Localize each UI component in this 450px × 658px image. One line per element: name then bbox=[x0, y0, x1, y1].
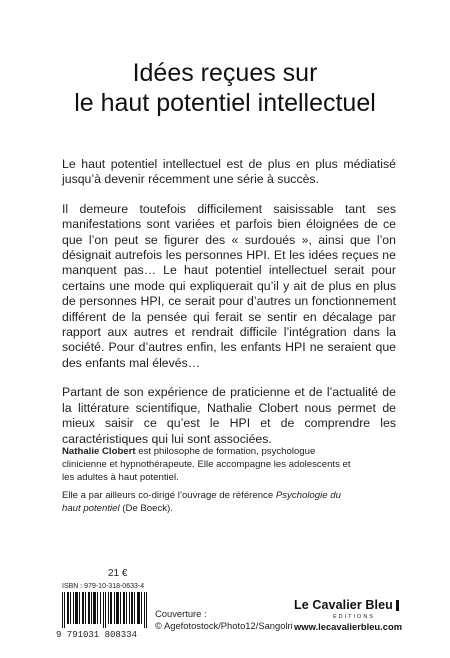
barcode bbox=[62, 592, 148, 628]
bio-paragraph-1 bbox=[62, 446, 362, 484]
blurb-paragraph-3: Partant de son expérience de praticienne et de l’actualité de la littérature scientifique, Nathalie Clobert nous permet de mieux saisir ce qu’est le HPI et de comprendre les caractéristiques qui lui sont associées. bbox=[62, 385, 396, 446]
author-name: Nathalie Clobert bbox=[62, 446, 136, 457]
publisher-editions: ÉDITIONS bbox=[333, 614, 375, 620]
publisher-url: www.lecavalierbleu.com bbox=[294, 621, 403, 632]
bio-paragraph-2 bbox=[62, 490, 362, 516]
publisher bbox=[294, 598, 414, 632]
bio-text-1: est philosophe de formation, psychologue clinicienne et hypnothérapeute. Elle accompagne les adolescents et les adultes à haut potentiel. bbox=[62, 446, 351, 483]
bio-text-2-pre: Elle a par ailleurs co-dirigé l’ouvrage de référence bbox=[62, 490, 276, 502]
title-line-2: le haut potentiel intellectuel bbox=[74, 89, 376, 117]
publisher-logo bbox=[294, 598, 414, 612]
reference-book-title: Psychologie du haut potentiel bbox=[62, 490, 341, 515]
publisher-mark-icon bbox=[396, 600, 399, 611]
bio-text-2-post: (De Boeck). bbox=[119, 503, 173, 515]
cover-credit bbox=[155, 608, 293, 632]
title-line-1: Idées reçues sur bbox=[132, 59, 318, 87]
cover-credit-value: © Agefotostock/Photo12/Sangolri bbox=[155, 620, 293, 631]
isbn: ISBN : 979-10-318-0633-4 bbox=[62, 583, 145, 590]
price: 21 € bbox=[108, 568, 128, 579]
blurb-paragraph-2: Il demeure toutefois difficilement saisissable tant ses manifestations sont variées et parfois bien éloignées de ce que l’on peut se figurer des « surdoués », ainsi que l’on désignait autrefois les personnes HPI. Et les idées reçues ne manquent pas… Le haut potentiel intellectuel serait pour certains une mode qui expliquerait qu’il y ait de plus en plus de personnes HPI, ce serait pour d’autres un fonctionnement différent de la pensée qui ferait se sentir en décalage par rapport aux autres et rendrait difficile l’intégration dans la société. Pour d’autres enfin, les enfants HPI ne seraient que des enfants mal élevés… bbox=[62, 201, 396, 370]
author-bio bbox=[62, 446, 362, 522]
barcode-number: 9 791031 808334 bbox=[56, 630, 138, 640]
blurb-paragraph-1: Le haut potentiel intellectuel est de plus en plus médiatisé jusqu’à devenir récemment une série à succès. bbox=[62, 157, 396, 187]
blurb bbox=[62, 157, 396, 461]
book-title bbox=[0, 58, 450, 118]
publisher-name: Le Cavalier Bleu bbox=[294, 598, 393, 612]
cover-credit-label: Couverture : bbox=[155, 608, 207, 619]
